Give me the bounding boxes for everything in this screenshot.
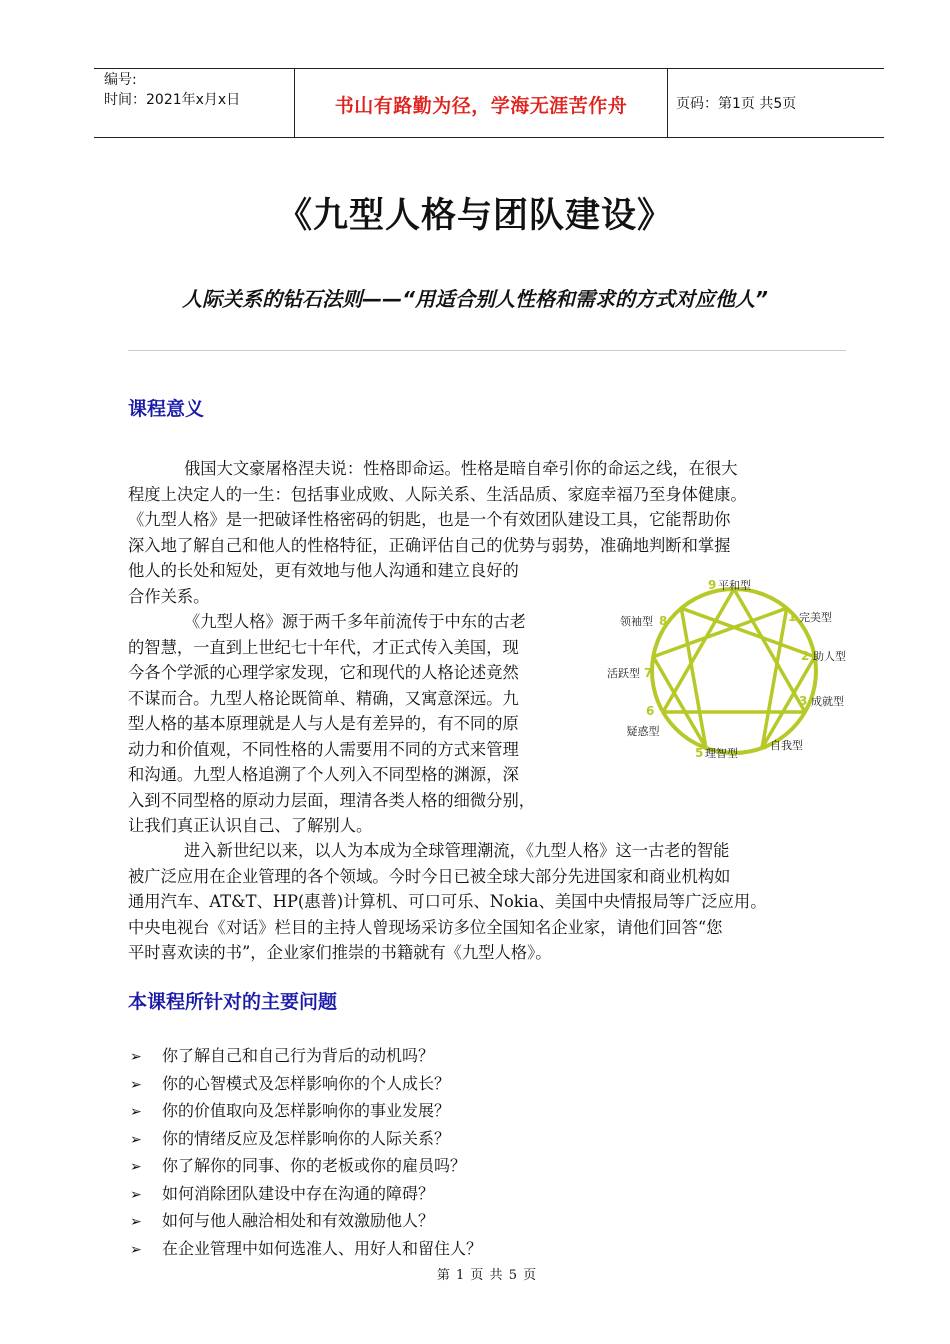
section-heading-main-issues: 本课程所针对的主要问题 — [128, 991, 338, 1013]
page-number-label: 页码：第1页 共5页 — [676, 96, 797, 112]
type-number-1: 1 — [788, 610, 797, 624]
list-item: ➢ 你的心智模式及怎样影响你的个人成长？ — [130, 1071, 482, 1099]
list-item: ➢ 如何消除团队建设中存在沟通的障碍？ — [130, 1181, 482, 1209]
p1-line: 合作关系。 — [128, 586, 210, 606]
arrow-bullet-icon: ➢ — [130, 1186, 142, 1203]
p1-line: 他人的长处和短处，更有效地与他人沟通和建立良好的 — [128, 561, 519, 580]
list-item: ➢ 你了解你的同事、你的老板或你的雇员吗？ — [130, 1153, 482, 1181]
type-label-5: 理智型 — [705, 747, 738, 760]
p1-line: 《九型人格》是一把破译性格密码的钥匙，也是一个有效团队建设工具，它能帮助你 — [128, 510, 731, 529]
id-label: 编号: — [104, 72, 137, 88]
type-label-9: 平和型 — [718, 579, 751, 592]
header-page-cell — [668, 69, 884, 137]
type-label-3: 成就型 — [811, 695, 844, 708]
document-title: 《九型人格与团队建设》 — [276, 196, 673, 236]
header-meta-cell — [94, 69, 295, 137]
time-label: 时间：2021年x月x日 — [104, 92, 241, 108]
type-number-5: 5 — [695, 746, 704, 760]
type-label-2: 助人型 — [813, 650, 846, 663]
arrow-bullet-icon: ➢ — [130, 1241, 142, 1258]
arrow-bullet-icon: ➢ — [130, 1049, 142, 1065]
p2-line: 动力和价值观，不同性格的人需要用不同的方式来管理 — [128, 739, 519, 759]
document-header — [94, 68, 884, 138]
type-number-7: 7 — [644, 666, 653, 680]
type-number-6: 6 — [646, 704, 655, 718]
arrow-bullet-icon: ➢ — [130, 1131, 142, 1148]
p3-line: 被广泛应用在企业管理的各个领域。今时今日已被全球大部分先进国家和商业机构如 — [128, 866, 731, 886]
arrow-bullet-icon: ➢ — [130, 1214, 142, 1230]
p2-line: 型人格的基本原理就是人与人是有差异的，有不同的原 — [128, 714, 519, 733]
type-number-4: 4 — [760, 738, 769, 752]
type-number-8: 8 — [659, 614, 668, 628]
p2-line: 不谋而合。九型人格论既简单、精确，又寓意深远。九 — [128, 688, 519, 708]
type-label-4: 自我型 — [770, 739, 803, 752]
p3-line: 通用汽车、AT&T、HP(惠普)计算机、可口可乐、Nokia、美国中央情报局等广泛应用。 — [128, 892, 767, 911]
type-number-2: 2 — [801, 649, 810, 663]
issues-list — [130, 1043, 482, 1263]
p3-line: 平时喜欢读的书”，企业家们推崇的书籍就有《九型人格》。 — [128, 943, 552, 962]
page-footer: 第 1 页 共 5 页 — [436, 1268, 538, 1283]
list-item: ➢ 你了解自己和自己行为背后的动机吗？ — [130, 1043, 482, 1071]
list-item: ➢ 你的价值取向及怎样影响你的事业发展？ — [130, 1098, 482, 1126]
arrow-bullet-icon: ➢ — [130, 1159, 142, 1175]
p1-line: 俄国大文豪屠格涅夫说：性格即命运。性格是暗自牵引你的命运之线，在很大 — [184, 459, 738, 478]
arrow-bullet-icon: ➢ — [130, 1076, 142, 1093]
type-label-1: 完美型 — [799, 611, 832, 624]
p1-line: 程度上决定人的一生：包括事业成败、人际关系、生活品质、家庭幸福乃至身体健康。 — [128, 484, 747, 504]
p2-line: 让我们真正认识自己、了解别人。 — [128, 816, 373, 835]
enneagram-diagram — [603, 573, 861, 769]
type-label-6: 疑惑型 — [626, 725, 660, 738]
p2-line: 和沟通。九型人格追溯了个人列入不同型格的渊源，深 — [128, 765, 519, 784]
type-label-7: 活跃型 — [607, 667, 640, 680]
motto-text: 书山有路勤为径，学海无涯苦作舟 — [334, 95, 628, 117]
paragraph-3 — [128, 838, 868, 966]
p2-line: 的智慧，一直到上世纪七十年代，才正式传入美国，现 — [128, 637, 519, 657]
list-item: ➢ 你的情绪反应及怎样影响你的人际关系？ — [130, 1126, 482, 1154]
p2-line: 《九型人格》源于两千多年前流传于中东的古老 — [184, 612, 526, 631]
section-heading-course-meaning: 课程意义 — [128, 398, 205, 420]
type-number-3: 3 — [799, 694, 808, 708]
list-item: ➢ 在企业管理中如何选准人、用好人和留住人？ — [130, 1236, 482, 1264]
document-subtitle: 人际关系的钻石法则——“用适合别人性格和需求的方式对应他人” — [182, 287, 768, 311]
paragraph-2 — [128, 609, 608, 839]
p3-line: 中央电视台《对话》栏目的主持人曾现场采访多位全国知名企业家，请他们回答“您 — [128, 917, 723, 937]
p2-line: 入到不同型格的原动力层面，理清各类人格的细微分别， — [128, 790, 536, 810]
p1-line: 深入地了解自己和他人的性格特征，正确评估自己的优势与弱势，准确地判断和掌握 — [128, 535, 731, 555]
divider — [128, 350, 846, 351]
p3-line: 进入新世纪以来，以人为本成为全球管理潮流，《九型人格》这一古老的智能 — [184, 841, 730, 860]
type-number-9: 9 — [708, 578, 717, 592]
enneagram-hexad — [653, 608, 815, 748]
p2-line: 今各个学派的心理学家发现，它和现代的人格论述竟然 — [128, 663, 519, 682]
list-item: ➢ 如何与他人融洽相处和有效激励他人？ — [130, 1208, 482, 1236]
arrow-bullet-icon: ➢ — [130, 1104, 142, 1120]
header-motto-cell — [295, 69, 668, 137]
type-label-8: 领袖型 — [620, 615, 653, 628]
